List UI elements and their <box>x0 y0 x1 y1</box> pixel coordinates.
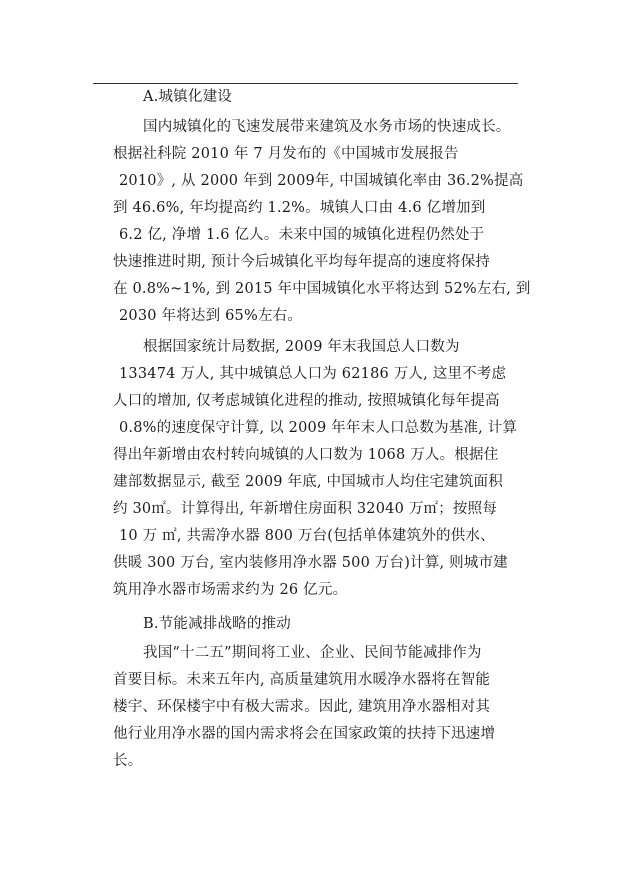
para-a1-line-6: 快速推进时期, 预计今后城镇化平均每年提高的速度将保持 <box>113 254 491 270</box>
para-b1-line-4: 他行业用净水器的国内需求将会在国家政策的扶持下迅速增 <box>113 726 496 742</box>
para-a1-line-2: 根据社科院 2010 年 7 月发布的《中国城市发展报告 <box>113 146 459 162</box>
para-a2-line-5: 得出年新增由农村转向城镇的人口数为 1068 万人。根据住 <box>113 447 499 463</box>
para-a2-line-10: 筑用净水器市场需求约为 26 亿元。 <box>113 582 348 598</box>
para-a2-line-7: 约 30㎡。计算得出, 年新增住房面积 32040 万㎡；按照每 <box>113 501 498 517</box>
para-a1-line-8: 2030 年将达到 65%左右。 <box>119 308 303 324</box>
para-a1-line-4: 到 46.6%, 年均提高约 1.2%。城镇人口由 4.6 亿增加到 <box>113 200 486 216</box>
para-a2-line-1: 根据国家统计局数据, 2009 年末我国总人口数为 <box>143 339 460 355</box>
para-a2-line-4: 0.8%的速度保守计算, 以 2009 年年末人口总数为基准, 计算 <box>119 420 518 436</box>
para-a2-line-9: 供暖 300 万台, 室内装修用净水器 500 万台)计算, 则城市建 <box>113 555 508 571</box>
para-a2-line-2: 133474 万人, 其中城镇总人口为 62186 万人, 这里不考虑 <box>119 366 507 382</box>
section-a-heading: A.城镇化建设 <box>143 89 232 105</box>
para-b1-line-2: 首要目标。未来五年内, 高质量建筑用水暖净水器将在智能 <box>113 672 491 688</box>
para-a2-line-3: 人口的增加, 仅考虑城镇化进程的推动, 按照城镇化每年提高 <box>113 393 500 409</box>
para-b1-line-1: 我国“十二五”期间将工业、企业、民间节能减排作为 <box>143 645 482 661</box>
para-b1-line-5: 长。 <box>113 753 143 769</box>
para-a1-line-1: 国内城镇化的飞速发展带来建筑及水务市场的快速成长。 <box>143 119 511 135</box>
header-rule <box>93 83 518 84</box>
section-b-heading: B.节能减排战略的推动 <box>143 616 291 632</box>
para-b1-line-3: 楼宇、环保楼宇中有极大需求。因此, 建筑用净水器相对其 <box>113 699 491 715</box>
para-a2-line-6: 建部数据显示, 截至 2009 年底, 中国城市人均住宅建筑面积 <box>113 474 503 490</box>
para-a1-line-5: 6.2 亿, 净增 1.6 亿人。未来中国的城镇化进程仍然处于 <box>119 227 485 243</box>
para-a1-line-3: 2010》, 从 2000 年到 2009年, 中国城镇化率由 36.2%提高 <box>119 173 524 189</box>
para-a1-line-7: 在 0.8%~1%, 到 2015 年中国城镇化水平将达到 52%左右, 到 <box>113 281 531 297</box>
para-a2-line-8: 10 万 ㎡, 共需净水器 800 万台(包括单体建筑外的供水、 <box>119 528 495 544</box>
